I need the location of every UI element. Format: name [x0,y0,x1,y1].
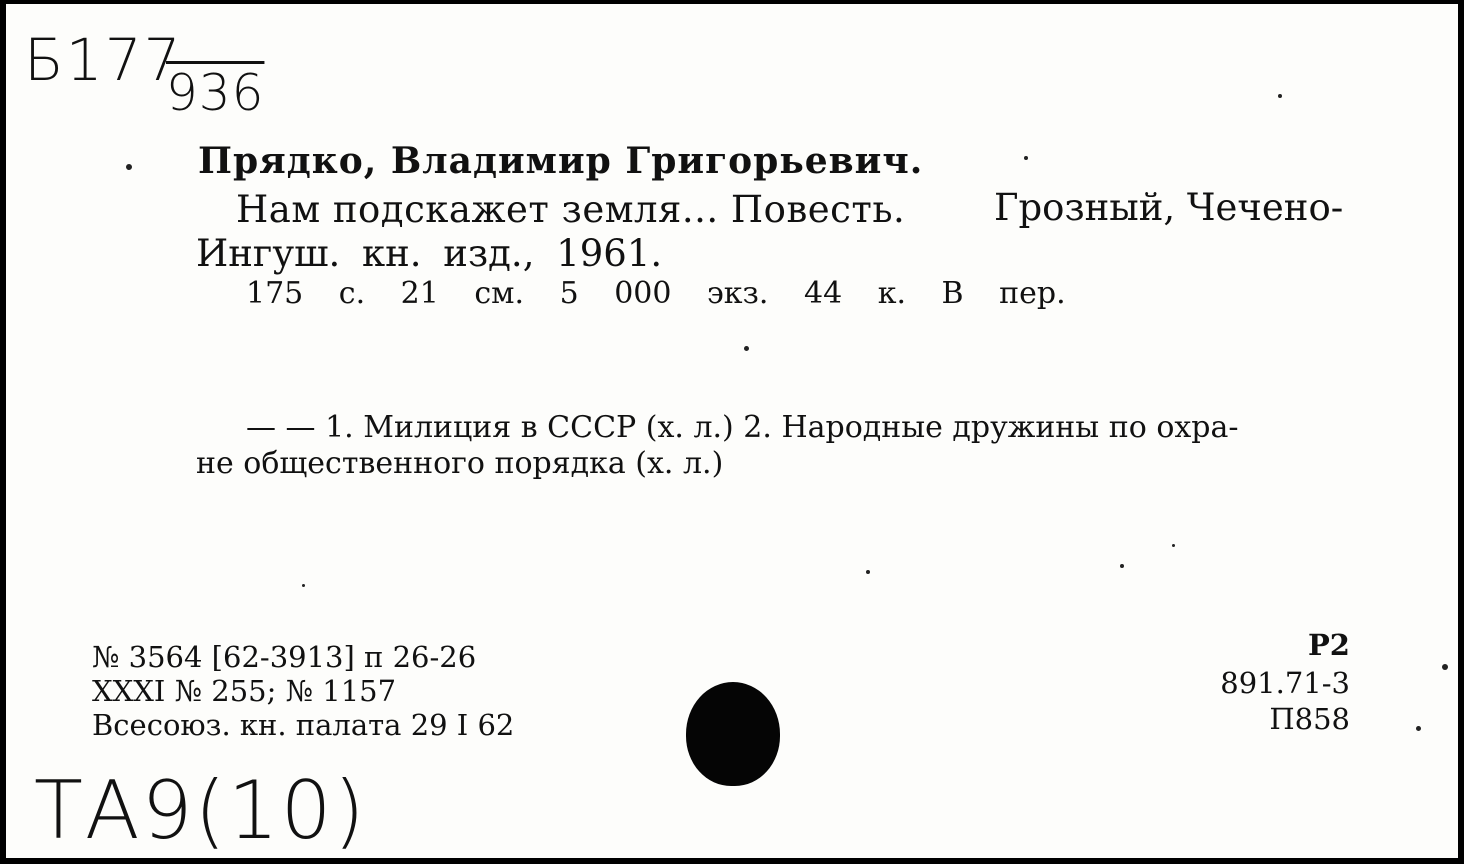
speck [1278,94,1282,98]
record-chamber-line: Всесоюз. кн. палата 29 I 62 [92,708,515,742]
call-number-handwritten: Б177 [24,26,183,94]
classification-code: Р2 [1308,628,1350,662]
publication-place: Грозный, Чечено- [994,186,1344,229]
call-number-sub-handwritten: 936 [166,64,265,122]
shelf-mark-handwritten: ТА9(10) [34,764,367,857]
speck [1120,564,1124,568]
title-statement: Нам подскажет земля... Повесть. [236,188,906,231]
author-heading: Прядко, Владимир Григорьевич. [198,140,924,182]
speck [1172,544,1175,547]
speck [866,570,870,574]
punch-hole [686,682,780,786]
speck [744,346,749,351]
speck [302,584,305,587]
classification-number: 891.71-3 [1220,666,1350,700]
physical-description: 175 с. 21 см. 5 000 экз. 44 к. В пер. [246,276,1066,311]
speck [1024,156,1028,160]
subject-line-2: не общественного порядка (х. л.) [196,446,724,481]
speck [126,164,132,170]
record-series-line: XXXI № 255; № 1157 [92,674,397,708]
subject-headings [196,410,1376,482]
author-mark: П858 [1269,702,1350,736]
record-number-line: № 3564 [62-3913] п 26-26 [92,640,477,674]
speck [1416,726,1421,731]
speck [1442,664,1448,670]
publisher-year: Ингуш. кн. изд., 1961. [196,232,663,275]
subject-line-1: — — 1. Милиция в СССР (х. л.) 2. Народные дружины по охра- [246,410,1239,445]
